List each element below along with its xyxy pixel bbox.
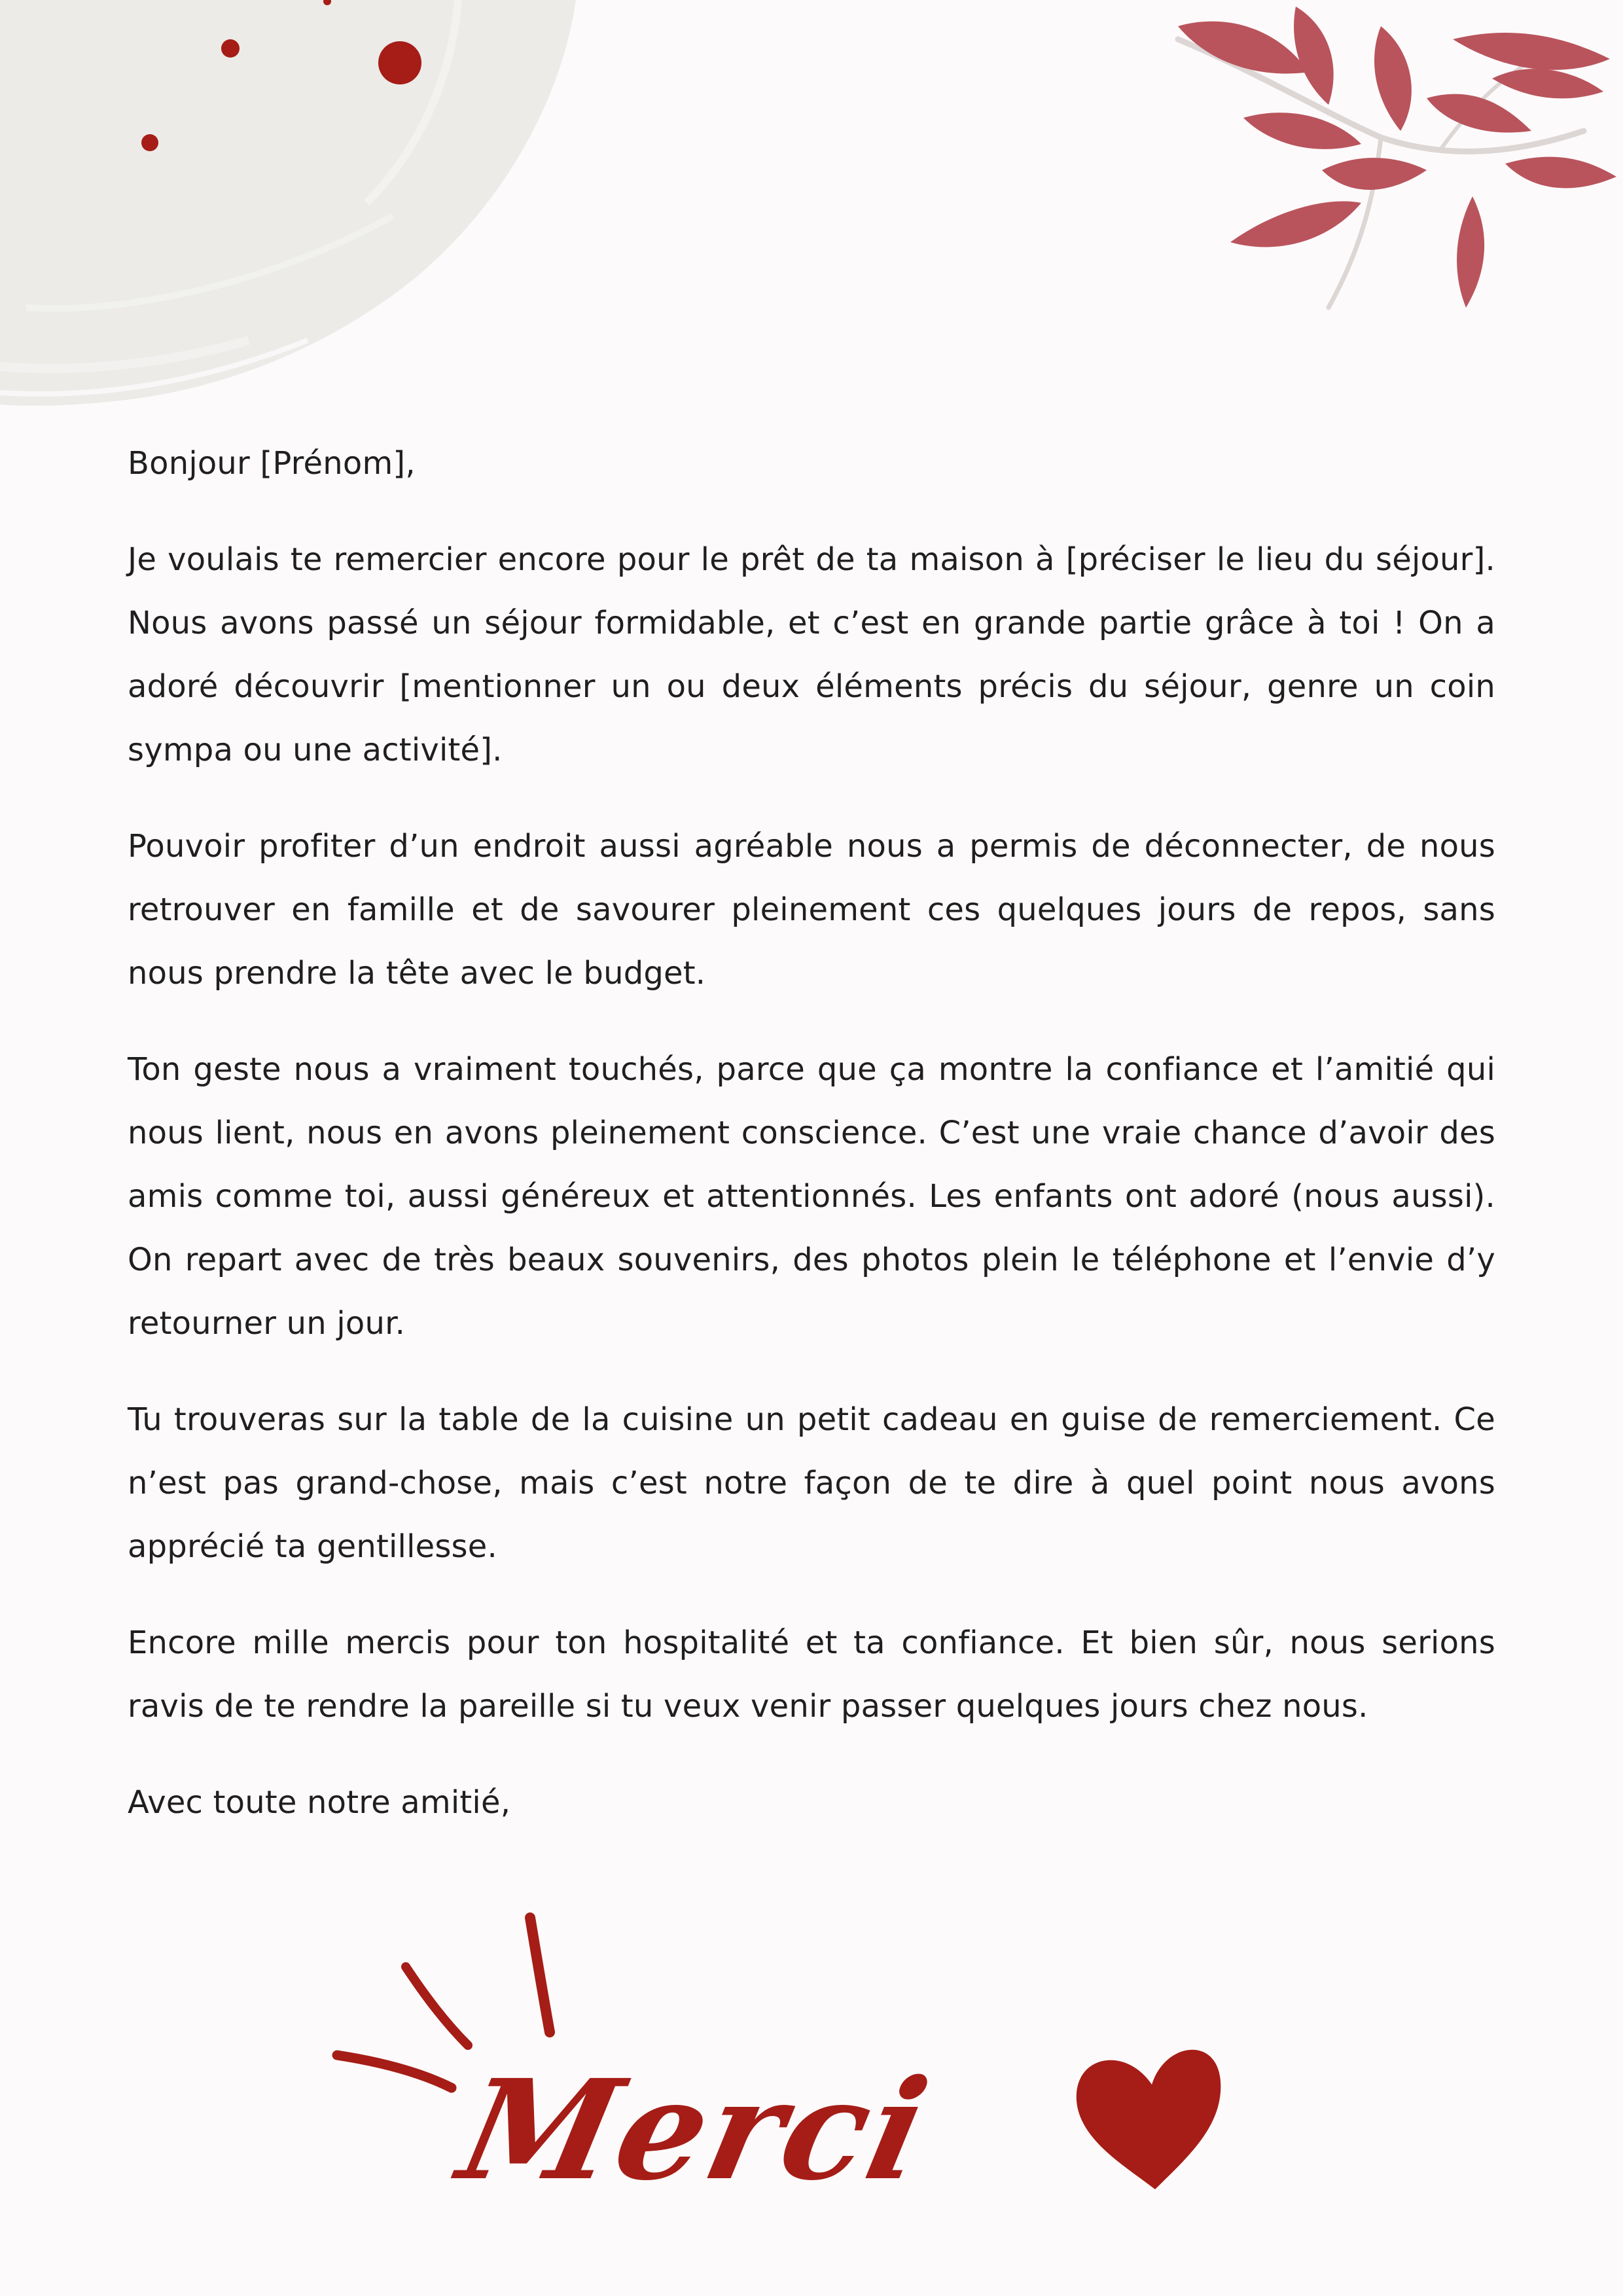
letter-paragraph: Ton geste nous a vraiment touchés, parce que ça montre la confiance et l’amitié qui nous lient, nous en avons pleinement conscience. C’est une vraie chance d’avoir des amis comme toi, aussi généreux et attentionnés. Les enfants ont adoré (nous aussi). On repart avec de très beaux souvenirs, des photos plein le téléphone et l’envie d’y retourner un jour.: [128, 1051, 1495, 1342]
leaf-branch-icon: [1165, 0, 1623, 327]
letter-body: [128, 432, 1495, 1867]
letter-paragraph: Je voulais te remercier encore pour le prêt de ta maison à [préciser le lieu du séjour]. Nous avons passé un séjour formidable, et c’est en grande partie grâce à toi ! On a adoré découvrir [mentionner un ou deux éléments précis du séjour, genre un coin sympa ou une activité].: [128, 541, 1495, 768]
letter-greeting: Bonjour [Prénom],: [128, 445, 416, 482]
merci-signature: [314, 1898, 1309, 2225]
merci-word: Merci: [447, 2049, 943, 2211]
letter-paragraph: Encore mille mercis pour ton hospitalité et ta confiance. Et bien sûr, nous serions ravis de te rendre la pareille si tu veux venir passer quelques jours chez nous.: [128, 1624, 1495, 1725]
brush-stroke-decoration: [0, 0, 589, 419]
heart-icon: [1077, 2050, 1221, 2189]
letter-paragraph: Tu trouveras sur la table de la cuisine un petit cadeau en guise de remerciement. Ce n’est pas grand-chose, mais c’est notre façon de te dire à quel point nous avons apprécié ta gentillesse.: [128, 1401, 1495, 1565]
letter-closing: Avec toute notre amitié,: [128, 1784, 511, 1821]
letter-paragraph: Pouvoir profiter d’un endroit aussi agréable nous a permis de déconnecter, de nous retrouver en famille et de savourer pleinement ces quelques jours de repos, sans nous prendre la tête avec le budget.: [128, 828, 1495, 992]
